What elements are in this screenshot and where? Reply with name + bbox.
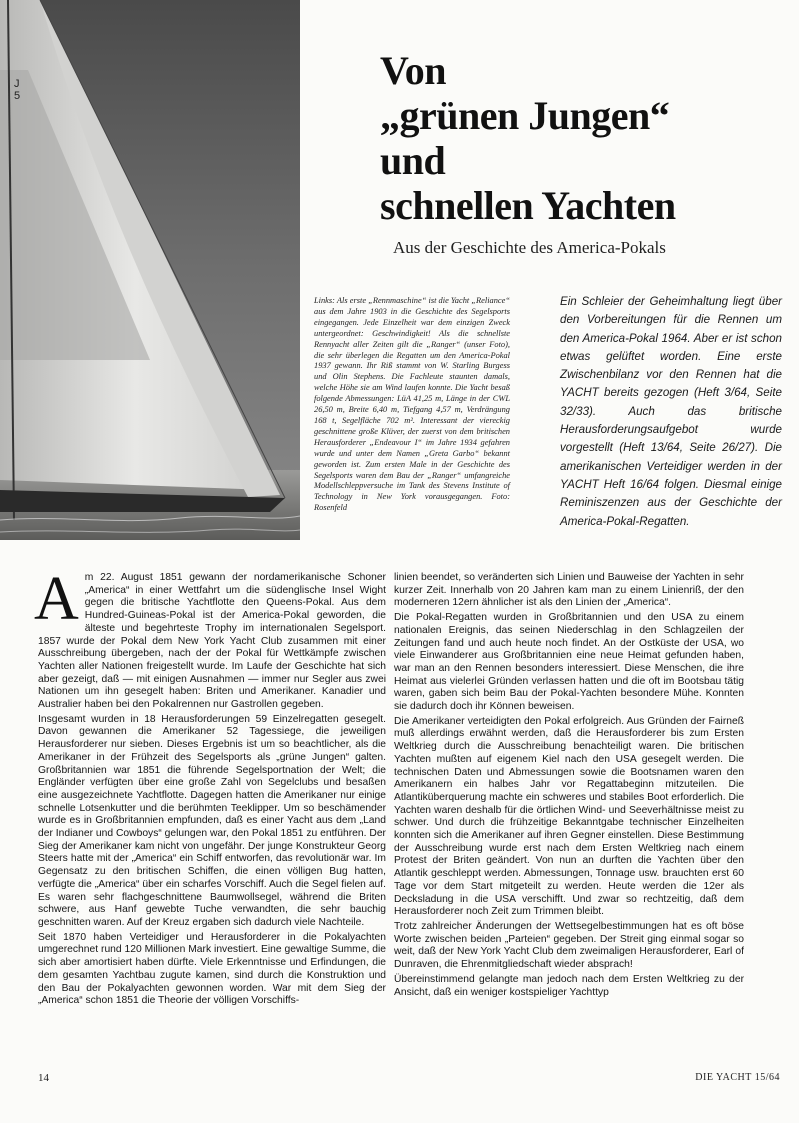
photo-caption: Links: Als erste „Rennmaschine“ ist die Yacht „Reliance“ aus dem Jahre 1903 in die Geschichte des Segelsports eingegangen. Jede Einzelheit war dem einzigen Zweck untergeordnet: Geschwindigkeit! Als die schnellste Rennyacht aller Zeiten gilt die „Ranger“ (unser Foto), die sehr überlegen die Regatten um den America-Pokal 1937 gewann. Ihr Riß stammt von W. Starling Burgess und Olin Stephens. Die Fachleute staunten damals, welche Höhe sie am Wind laufen konnte. Die Yacht besaß folgende Abmessungen: LüA 41,25 m, Länge in der CWL 26,50 m, Breite 6,40 m, Tiefgang 4,57 m, Verdrängung 168 t, Segelfläche 702 m². Interessant der viereckig geschnittene große Klüver, der zuerst von dem britischen Herausforderer „Endeavour I“ im Jahre 1934 gefahren wurde und unter dem Namen „Greta Garbo“ bekannt geworden ist. Zum ersten Male in der Geschichte des Segelsports waren dem Bau der „Ranger“ umfangreiche Modellschleppversuche im Tank des Stevens Institute of Technology in New York vorausgegangen. Foto: Rosenfeld bbox=[314, 296, 510, 513]
body-paragraph: Die Amerikaner verteidigten den Pokal erfolgreich. Aus Gründen der Fairneß muß allerdings erwähnt werden, daß die Herausforderer bis zum Ersten Weltkrieg durch die Ausschreibung benachteiligt waren. Die britischen Yachten mußten auf eigenem Kiel nach den USA gesegelt werden. Die technischen Daten und Abmessungen sowie die Bootsnamen waren den Amerikanern ein halbes Jahr vor Regattabeginn mitzuteilen. Die Atlantiküberquerung machte ein schweres und stabiles Boot erforderlich. Die Yachten waren deshalb für die örtlichen Wind- und Seeverhältnisse meist zu schwer. Und durch die frühzeitige Bekanntgabe technischer Einzelheiten konnten sich die Amerikaner auf ihren Gegner einstellen. Diese Bestimmung der Ausschreibung wurde erst nach dem Ersten Weltkrieg nach einem Protest der Briten geändert. Von nun an durften die Yachten über den Atlantik geschleppt werden. Abmessungen, Tonnage usw. brauchten erst 60 Tage vor dem Start mitgeteilt zu werden. Heute werden die 12er als Decksladung in die USA verschifft. Und zwar so rechtzeitig, daß dem Herausforderer noch Zeit zum Trimmen bleibt. bbox=[394, 715, 744, 918]
body-paragraph: Trotz zahlreicher Änderungen der Wettsegelbestimmungen hat es oft böse Worte zwischen beiden „Parteien“ gegeben. Der Streit ging einmal sogar so weit, daß der New York Yacht Club dem zweimaligen Herausforderer, Earl of Dunraven, die Ehrenmitgliedschaft wieder absprach! bbox=[394, 920, 744, 971]
intro-paragraph: Ein Schleier der Geheimhaltung liegt über den Vorbereitungen für die Rennen um den America-Pokal 1964. Aber er ist schon etwas gelüftet worden. Eine erste Zwischenbilanz vor den Rennen hat die YACHT bereits gezogen (Heft 3/64, Seite 32/33). Auch das britische Herausforderungsaufgebot wurde vorgestellt (Heft 13/64, Seite 26/27). Die amerikanischen Verteidiger werden in der YACHT Heft 16/64 folgen. Diesmal einige Reminiszenzen aus der Geschichte der America-Pokal-Regatten. bbox=[560, 295, 782, 528]
headline-line-3: und bbox=[380, 138, 446, 183]
body-paragraph: Insgesamt wurden in 18 Herausforderungen 59 Einzelregatten gesegelt. Davon gewannen die Amerikaner 52 Tagessiege, die jeweiligen Herausforderer nur sieben. Dieses Ergebnis ist um so beachtlicher, als die Amerikaner in der Frühzeit des Segelsports als „grüne Jungen“ galten. Großbritannien war 1851 die führende Segelsportnation der Welt; die Engländer verfügten über eine große Zahl von Segelclubs und besaßen eine ausgezeichnete Yachtflotte. Dagegen hatten die Amerikaner nur einige schnelle Lotsenkutter und die berühmten Teeklipper. Um so beschämender wurde es in Großbritannien empfunden, daß es einer Yacht aus dem „Land der Indianer und Cowboys“ gelungen war, den Pokal 1851 zu entführen. Der Sieg der Amerikaner kam nicht von ungefähr. Der junge Konstrukteur Georg Steers hatte mit der „America“ ein Schiff entworfen, das revolutionär war. Im Gegensatz zu den britischen Schiffen, die einen völligen Bug hatten, verfügte die „America“ über ein scharfes Vorschiff. Auch die Segel fielen auf. Es waren sehr flachgeschnittene Baumwollsegel, während die Briten schwere, aus Hanf gewebte Tuche verwandten, die sehr bauchig geschnitten waren. Auf der Kreuz ergaben sich dadurch viele Nachteile. bbox=[38, 713, 386, 928]
headline-line-4: schnellen Yachten bbox=[380, 183, 676, 228]
body-column-left bbox=[34, 565, 386, 1010]
headline bbox=[380, 48, 780, 228]
sail-number: J 5 bbox=[14, 78, 21, 102]
body-paragraph bbox=[34, 565, 386, 712]
body-column-right bbox=[394, 572, 744, 1001]
subtitle: Aus der Geschichte des America-Pokals bbox=[393, 238, 666, 257]
page-number: 14 bbox=[38, 1072, 49, 1084]
headline-line-2: „grünen Jungen“ bbox=[380, 93, 670, 138]
body-paragraph: linien beendet, so veränderten sich Linien und Bauweise der Yachten in sehr kurzer Zeit. Innerhalb von 20 Jahren kam man zu einem Linienriß, der den moderneren 12ern ähnlicher ist als den Linien der „America“. bbox=[394, 572, 744, 609]
magazine-issue: DIE YACHT 15/64 bbox=[695, 1072, 780, 1083]
body-paragraph-text: m 22. August 1851 gewann der nordamerikanische Schoner „America“ in einer Wettfahrt um die südenglische Insel Wight gegen die britische Yachtflotte den Queens-Pokal. Aus dem Hundred-Guineas-Pokal ist der America-Pokal geworden, die älteste und begehrteste Trophy im internationalen Segelsport. 1857 wurde der Pokal dem New York Yacht Club zusammen mit einer Ausschreibung übergeben, nach der der Pokal für Wettkämpfe zwischen Yachten aller Nationen freigestellt wurde. Im Laufe der Geschichte hat sich aber gezeigt, daß — mit einigen Ausnahmen — immer nur Segler aus zwei Nationen um ihn gesegelt haben: Briten und Amerikaner. Kanadier und Australier haben bei den Pokalrennen nur Gastrollen gegeben. bbox=[38, 572, 386, 711]
sailing-yacht-illustration bbox=[0, 0, 300, 540]
yacht-photo bbox=[0, 0, 300, 540]
body-paragraph: Die Pokal-Regatten wurden in Großbritannien und den USA zu einem nationalen Ereignis, das seinen Niederschlag in den Schlagzeilen der Zeitungen fand und auch heute noch findet. An der Ostküste der USA, wo viele Einwanderer aus Großbritannien eine neue Heimat gefunden haben, war man an den Rennen besonders interessiert. Diese Menschen, die ihre Heimat aus vielerlei Gründen verlassen hatten und die oft im Bootsbau tätig waren, gaben sich beim Bau der Pokal-Yachten besondere Mühe. Konnten sie dadurch doch ihr Können beweisen. bbox=[394, 612, 744, 713]
body-paragraph: Übereinstimmend gelangte man jedoch nach dem Ersten Weltkrieg zu der Ansicht, daß ein weniger kostspieliger Yachttyp bbox=[394, 973, 744, 998]
headline-line-1: Von bbox=[380, 48, 446, 93]
body-paragraph: Seit 1870 haben Verteidiger und Herausforderer in die Pokalyachten umgerechnet rund 120 Millionen Mark investiert. Eine gewaltige Summe, die sich aber amortisiert haben dürfte. Viele Erkenntnisse und Erfindungen, die dem gesamten Yachtbau zugute kamen, sind durch die Konstruktion und den Bau der Pokalyachten gewonnen worden. War mit dem Sieg der „America“ schon 1851 die Theorie der völligen Vorschiffs- bbox=[38, 931, 386, 1007]
drop-cap: A bbox=[34, 565, 79, 633]
